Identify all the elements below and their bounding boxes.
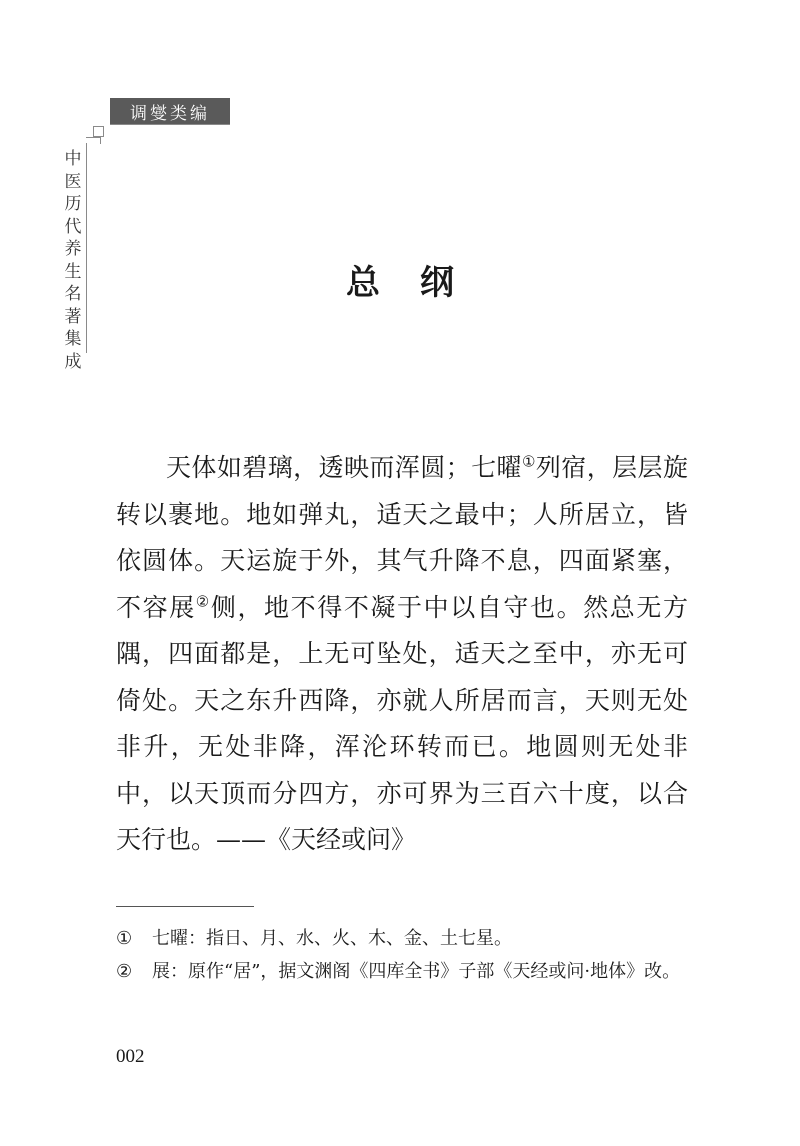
header-rule <box>110 124 230 125</box>
series-char: 名 <box>64 284 82 304</box>
series-char: 养 <box>64 239 82 259</box>
side-rule <box>86 143 87 353</box>
series-char: 集 <box>64 329 82 349</box>
footnote-item <box>116 922 688 955</box>
footnote-mark: ② <box>116 961 133 982</box>
footnotes <box>116 922 688 988</box>
footnote-divider <box>116 906 254 907</box>
footnote-item <box>116 955 688 988</box>
series-char: 历 <box>64 194 82 214</box>
series-char: 医 <box>64 171 82 192</box>
body-text <box>116 445 688 864</box>
corner-square-ornament <box>93 126 104 137</box>
section-title: 总纲 <box>346 263 494 303</box>
series-char: 生 <box>64 261 82 282</box>
series-char: 著 <box>64 306 82 327</box>
footnote-mark: ① <box>116 928 133 949</box>
series-char: 成 <box>64 351 82 372</box>
footnote-text: 七曜：指日、月、水、火、木、金、土七星。 <box>152 928 512 949</box>
footnote-ref-2: ② <box>195 592 211 611</box>
footnote-ref-1: ① <box>521 452 536 471</box>
body-segment: 侧，地不得不凝于中以自守也。然总无方隅，四面都是，上无可坠处，适天之至中，亦无可倚处。天之东升西降，亦就人所居而言，天则无处非升，无处非降，浑沦环转而已。地圆则无处非中，以天顶而分四方，亦可界为三百六十度，以合天行也。——《天经或问》 <box>116 592 688 854</box>
page-number: 002 <box>116 1046 145 1067</box>
body-segment: 列宿，层层旋转以裹地。地如弹丸，适天之最中；人所居立，皆依圆体。天运旋于外，其气升降不息，四面紧塞，不容展 <box>116 453 688 622</box>
series-char: 中 <box>64 149 82 169</box>
body-segment: 天体如碧璃，透映而浑圆；七曜 <box>166 453 522 482</box>
header-category-tab: 调燮类编 <box>110 98 230 124</box>
body-paragraph <box>116 445 688 864</box>
series-char: 代 <box>64 216 82 237</box>
corner-step-ornament <box>86 137 101 144</box>
footnote-text: 展：原作“居”，据文渊阁《四库全书》子部《天经或问·地体》改。 <box>152 961 681 982</box>
